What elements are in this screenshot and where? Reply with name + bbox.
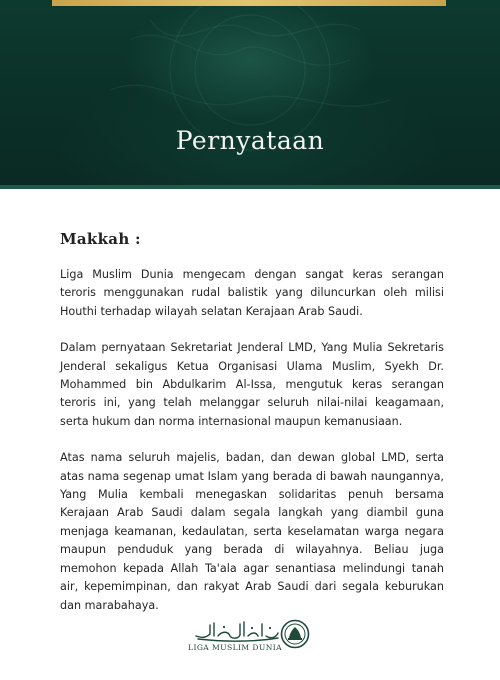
header-background-pattern (0, 0, 500, 185)
logo-caption: LIGA MUSLIM DUNIA (188, 643, 283, 652)
header-divider (0, 185, 500, 189)
paragraph-1: Liga Muslim Dunia mengecam dengan sangat keras serangan teroris menggunakan rudal balistik yang diluncurkan oleh milisi Houthi terhadap wilayah selatan Kerajaan Arab Saudi. (60, 268, 444, 318)
footer-logo (0, 615, 500, 655)
seal-emblem-icon (280, 619, 310, 649)
header-banner (0, 0, 500, 185)
dateline-location: Makkah : (60, 230, 141, 248)
page-title: Pernyataan (175, 126, 325, 155)
paragraph-2: Dalam pernyataan Sekretariat Jenderal LMD, Yang Mulia Sekretaris Jenderal sekaligus Ketua Organisasi Ulama Muslim, Syekh Dr. Mohammed bin Abdulkarim Al-Issa, mengutuk keras serangan teroris ini, yang telah melanggar seluruh nilai-nilai keagamaan, serta hukum dan norma internasional maupun kemanusiaan. (60, 341, 444, 428)
paragraph-3: Atas nama seluruh majelis, badan, dan dewan global LMD, serta atas nama segenap umat Islam yang berada di bawah naungannya, Yang Mulia kembali menegaskan solidaritas penuh bersama Kerajaan Arab Saudi dalam segala langkah yang diambil guna menjaga keamanan, kedaulatan, serta keselamatan warga negara maupun penduduk yang berada di wilayahnya. Beliau juga memohon kepada Allah Ta'ala agar senantiasa melindungi tanah air, kepemimpinan, dan rakyat Arab Saudi dari segala keburukan dan marabahaya. (60, 451, 444, 612)
arabic-wordmark-logo (194, 619, 280, 643)
article-body (60, 230, 444, 633)
